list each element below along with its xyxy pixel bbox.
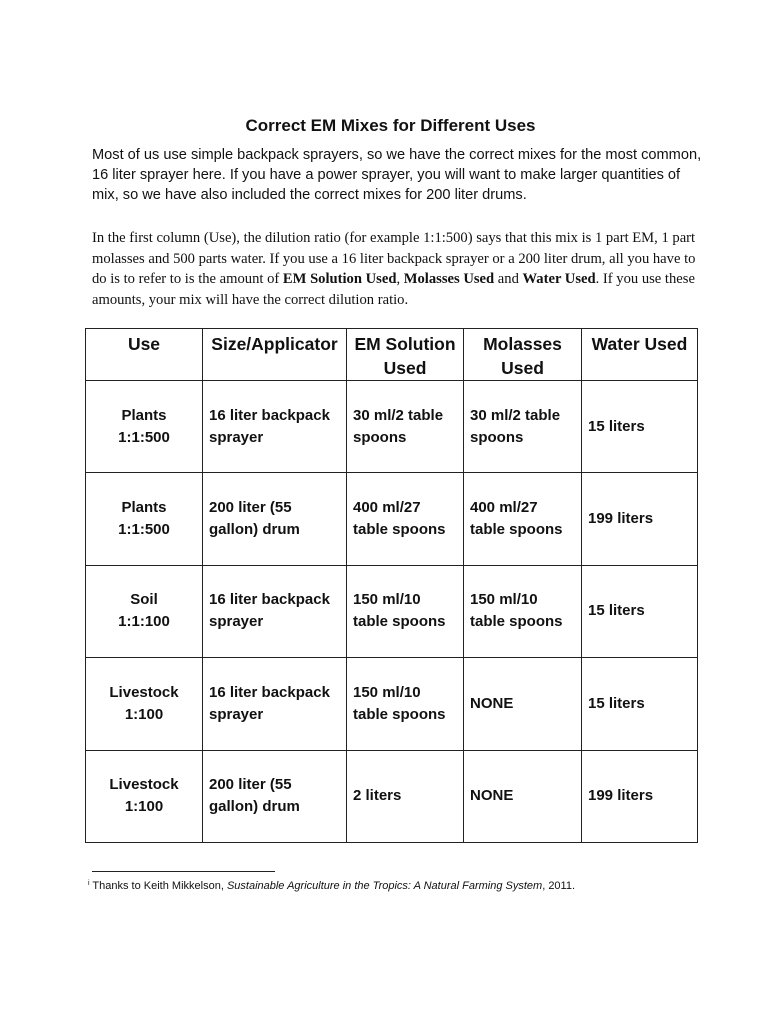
water-used-bold: Water Used <box>522 271 596 287</box>
use-ratio: 1:1:100 <box>118 613 170 631</box>
em-cell: 30 ml/2 table spoons <box>347 381 464 473</box>
dilution-text-1: In the first column (Use), the dilution ratio (for example 1:1:500) says that this mix is 1 part EM, 1 part molasses and 500 parts water. If you use a 16 liter backpack sprayer or a 200 liter drum, all you have to do is to refer to is the amount of <box>92 230 696 287</box>
intro-paragraph: Most of us use simple backpack sprayers, so we have the correct mixes for the most common, 16 liter sprayer here. If you have a power sprayer, you will want to make larger quantities of mix, so we have also included the correct mixes for 200 liter drums. <box>92 147 702 203</box>
molasses-cell: 400 ml/27 table spoons <box>464 473 582 565</box>
dilution-paragraph <box>92 228 704 310</box>
size-cell: 16 liter backpack sprayer <box>203 565 347 657</box>
use-cell <box>86 473 203 565</box>
use-label: Plants <box>121 499 167 517</box>
table-row <box>86 381 698 473</box>
em-solution-used-bold: EM Solution Used <box>282 271 397 287</box>
size-cell: 200 liter (55 gallon) drum <box>203 750 347 842</box>
use-ratio: 1:100 <box>124 705 164 723</box>
em-cell: 150 ml/10 table spoons <box>347 658 464 750</box>
water-cell: 199 liters <box>582 473 698 565</box>
table-row <box>86 658 698 750</box>
dilution-text-2: , <box>396 271 404 287</box>
use-cell <box>86 658 203 750</box>
use-ratio: 1:1:500 <box>118 521 170 539</box>
em-mix-table <box>85 328 698 843</box>
em-cell: 400 ml/27 table spoons <box>347 473 464 565</box>
size-cell: 200 liter (55 gallon) drum <box>203 473 347 565</box>
footnote <box>88 879 728 893</box>
header-em-solution-used: EM Solution Used <box>347 329 464 381</box>
size-cell: 16 liter backpack sprayer <box>203 381 347 473</box>
footnote-text-1: Thanks to Keith Mikkelson, <box>92 880 227 892</box>
header-use: Use <box>86 329 203 381</box>
use-label: Soil <box>130 591 158 609</box>
footnote-book-title: Sustainable Agriculture in the Tropics: A Natural Farming System <box>226 880 543 892</box>
table-row <box>86 750 698 842</box>
molasses-cell: NONE <box>464 658 582 750</box>
em-cell: 2 liters <box>347 750 464 842</box>
use-label: Livestock <box>109 683 179 701</box>
dilution-text-4: . If you use these amounts, your mix will have the correct dilution ratio. <box>92 271 695 308</box>
water-cell: 15 liters <box>582 381 698 473</box>
table-row <box>86 565 698 657</box>
water-cell: 199 liters <box>582 750 698 842</box>
molasses-used-bold: Molasses Used <box>403 271 495 287</box>
use-label: Plants <box>121 406 167 424</box>
table-row <box>86 473 698 565</box>
water-cell: 15 liters <box>582 658 698 750</box>
table-header-row <box>86 329 698 381</box>
use-label: Livestock <box>109 776 179 794</box>
water-cell: 15 liters <box>582 565 698 657</box>
molasses-cell: NONE <box>464 750 582 842</box>
em-cell: 150 ml/10 table spoons <box>347 565 464 657</box>
footnote-divider <box>92 871 275 872</box>
header-molasses-used: Molasses Used <box>464 329 582 381</box>
molasses-cell: 150 ml/10 table spoons <box>464 565 582 657</box>
page-title: Correct EM Mixes for Different Uses <box>245 116 536 135</box>
use-cell <box>86 381 203 473</box>
footnote-text-2: , 2011. <box>542 880 576 892</box>
molasses-cell: 30 ml/2 table spoons <box>464 381 582 473</box>
use-ratio: 1:100 <box>124 798 164 816</box>
use-cell <box>86 750 203 842</box>
use-ratio: 1:1:500 <box>118 428 170 446</box>
use-cell <box>86 565 203 657</box>
dilution-text-3: and <box>494 271 523 287</box>
header-water-used: Water Used <box>582 329 698 381</box>
header-size-applicator: Size/Applicator <box>203 329 347 381</box>
size-cell: 16 liter backpack sprayer <box>203 658 347 750</box>
footnote-marker: i <box>88 880 90 887</box>
